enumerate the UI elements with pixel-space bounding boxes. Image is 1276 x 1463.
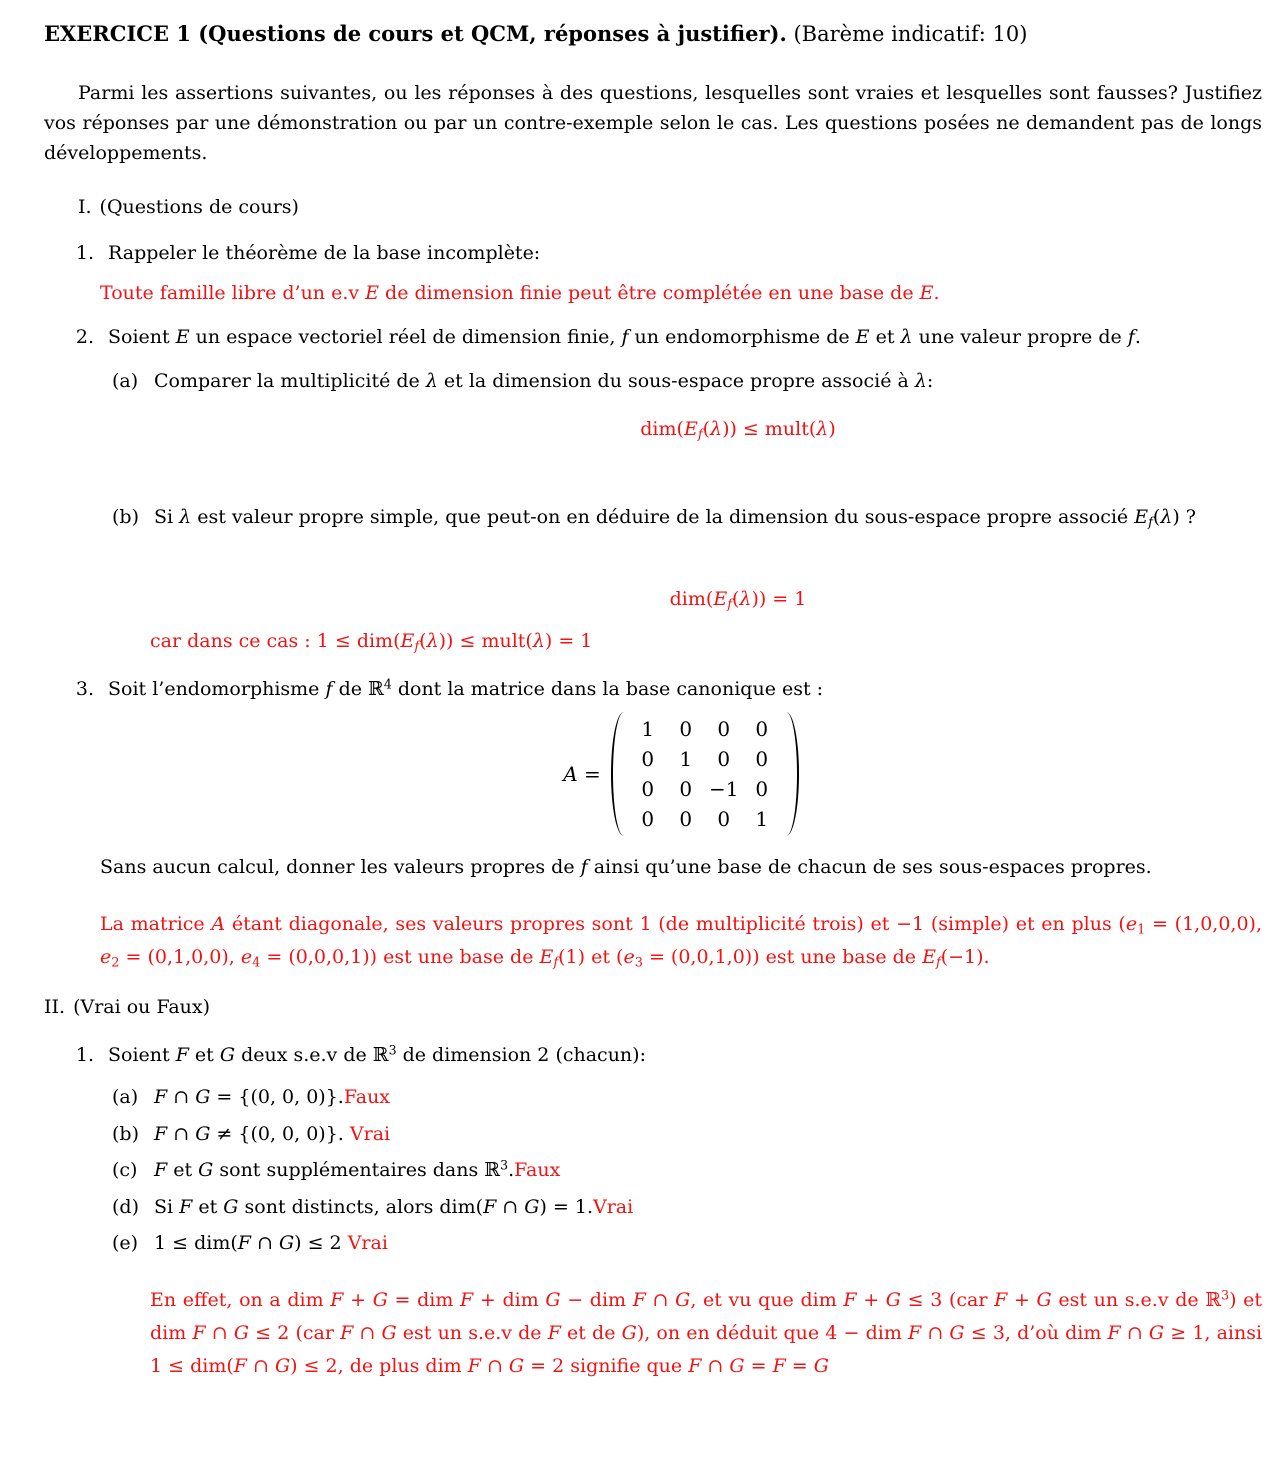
ii-q1-label: 1. xyxy=(75,1044,94,1066)
q2b-text: Si λ est valeur propre simple, que peut-on en déduire de la dimension du sous-espace propre associé $E_f(\lambda)$ ? xyxy=(154,506,1196,531)
q2b-answer-note-text: car dans ce cas : $1 \le dim(E_f(\lambda))$ ≤ mult(λ) = 1 xyxy=(150,630,593,655)
section-i-heading xyxy=(78,192,1262,222)
matrix-cells xyxy=(627,712,783,836)
ii-q1b-text: F ∩ G ≠ {(0, 0, 0)}. Vrai xyxy=(154,1123,391,1145)
matrix-cell: 0 xyxy=(641,777,655,801)
matrix-cell: 1 xyxy=(755,807,769,831)
ii-answer-paragraph xyxy=(150,1284,1262,1383)
q1 xyxy=(72,238,1262,268)
matrix-cell: 0 xyxy=(641,747,655,771)
q2a xyxy=(112,366,1262,396)
ii-q1c-label: (c) xyxy=(112,1159,138,1181)
ii-q1d-text: Si F et G sont distincts, alors dim(F ∩ G) = 1.Vrai xyxy=(154,1196,634,1218)
q3-instruction-text: Sans aucun calcul, donner les valeurs propres de f ainsi qu’une base de chacun de ses sous-espaces propres. xyxy=(100,856,1152,878)
matrix-cell: −1 xyxy=(709,777,739,801)
q2a-text: Comparer la multiplicité de λ et la dimension du sous-espace propre associé à λ: xyxy=(154,370,934,392)
ii-q1a-text: F ∩ G = {(0, 0, 0)}.Faux xyxy=(154,1086,391,1108)
matrix-cell: 0 xyxy=(641,807,655,831)
q1-answer-text: Toute famille libre d’un e.v E de dimension finie peut être complétée en une base de E. xyxy=(100,282,940,304)
section-ii-heading xyxy=(44,992,1262,1022)
q1-answer xyxy=(100,278,1262,308)
q2b-label: (b) xyxy=(112,506,139,528)
q2a-label: (a) xyxy=(112,370,139,392)
q1-label: 1. xyxy=(75,242,94,264)
matrix-right-paren xyxy=(786,712,799,836)
matrix-lhs: A = xyxy=(563,762,601,786)
q2 xyxy=(72,322,1262,352)
ii-q1e-text: 1 ≤ dim(F ∩ G) ≤ 2 Vrai xyxy=(154,1232,388,1254)
section-i-heading-label: I. xyxy=(78,196,92,218)
ii-q1d-label: (d) xyxy=(112,1196,139,1218)
section-ii-heading-label: II. xyxy=(44,996,66,1018)
matrix-left-paren xyxy=(611,712,624,836)
page-title-note: (Barème indicatif: 10) xyxy=(786,22,1028,46)
q3-answer xyxy=(100,908,1262,974)
matrix-cell: 0 xyxy=(717,807,731,831)
document-blocks xyxy=(44,78,1262,1383)
matrix-cell: 0 xyxy=(717,717,731,741)
matrix-cell: 0 xyxy=(755,777,769,801)
q2-label: 2. xyxy=(75,326,94,348)
page-title xyxy=(44,18,1262,50)
matrix-cell: 0 xyxy=(717,747,731,771)
matrix-a xyxy=(100,712,1262,836)
intro-paragraph xyxy=(44,78,1262,168)
ii-q1e-label: (e) xyxy=(112,1232,139,1254)
q3 xyxy=(72,674,1262,704)
ii-q1d xyxy=(112,1192,1262,1222)
ii-q1c-text: F et G sont supplémentaires dans ℝ$^3$.Faux xyxy=(154,1157,561,1181)
matrix-cell: 1 xyxy=(679,747,693,771)
ii-q1b-label: (b) xyxy=(112,1123,139,1145)
ii-q1b xyxy=(112,1119,1262,1149)
matrix-cell: 0 xyxy=(679,807,693,831)
document xyxy=(0,18,1276,1383)
matrix-cell: 1 xyxy=(641,717,655,741)
q3-instruction xyxy=(100,852,1262,882)
q2b-answer-formula xyxy=(214,584,1262,616)
q2b xyxy=(112,502,1262,532)
matrix-cell: 0 xyxy=(755,717,769,741)
ii-answer-paragraph-text: En effet, on a dim F + G = dim F + dim G − dim F ∩ G, et vu que dim F + G ≤ 3 (car F + G est un s.e.v de ℝ$^3$) et dim F ∩ G ≤ 2 (car F ∩ G est un s.e.v de F et de G), on en déduit que 4 − dim F ∩ G ≤ 3, d’où dim F ∩ G ≥ 1, ainsi 1 ≤ dim(F ∩ G) ≤ 2, de plus dim F ∩ G = 2 signifie que F ∩ G = F = G xyxy=(150,1287,1263,1377)
ii-q1-text: Soient F et G deux s.e.v de ℝ$^3$ de dimension 2 (chacun): xyxy=(108,1042,646,1066)
ii-q1a xyxy=(112,1082,1262,1112)
q1-text: Rappeler le théorème de la base incomplète: xyxy=(108,242,541,264)
q3-label: 3. xyxy=(75,678,94,700)
ii-q1a-label: (a) xyxy=(112,1086,139,1108)
intro-paragraph-text: Parmi les assertions suivantes, ou les réponses à des questions, lesquelles sont vraies et lesquelles sont fausses? Justifiez vos réponses par une démonstration ou par un contre-exemple selon le cas. Les questions posées ne demandent pas de longs développements. xyxy=(44,82,1262,164)
q3-answer-text: La matrice A étant diagonale, ses valeurs propres sont 1 (de multiplicité trois) et −1 (simple) et en plus ($e_1 = (1,0,0,0)$, $e_2 = (0,1,0,0)$, $e_4 = (0,0,0,1)$) est une base de $E_f(1)$ et $(e_3 = (0,0,1,0))$ est une base de $E_f(-1)$. xyxy=(100,913,1262,971)
q2b-answer-note xyxy=(150,626,1262,656)
matrix-cell: 0 xyxy=(679,717,693,741)
q2a-answer-formula xyxy=(214,414,1262,446)
matrix-cell: 0 xyxy=(755,747,769,771)
section-i-heading-text: (Questions de cours) xyxy=(99,196,299,218)
q2b-answer-formula-text: $dim(E_f(\lambda)) = 1$ xyxy=(669,588,807,613)
ii-q1 xyxy=(72,1040,1262,1070)
page xyxy=(0,18,1276,1463)
ii-q1e xyxy=(112,1228,1262,1258)
page-title-main: EXERCICE 1 (Questions de cours et QCM, réponses à justifier). xyxy=(44,21,787,46)
section-ii-heading-text: (Vrai ou Faux) xyxy=(73,996,211,1018)
ii-q1c xyxy=(112,1155,1262,1185)
q2a-answer-formula-text: $dim(E_f(\lambda))$ ≤ mult(λ) xyxy=(640,418,836,443)
q3-text: Soit l’endomorphisme f de ℝ$^4$ dont la matrice dans la base canonique est : xyxy=(108,676,824,700)
q2-text: Soient E un espace vectoriel réel de dimension finie, f un endomorphisme de E et λ une valeur propre de f. xyxy=(108,326,1141,348)
matrix-cell: 0 xyxy=(679,777,693,801)
